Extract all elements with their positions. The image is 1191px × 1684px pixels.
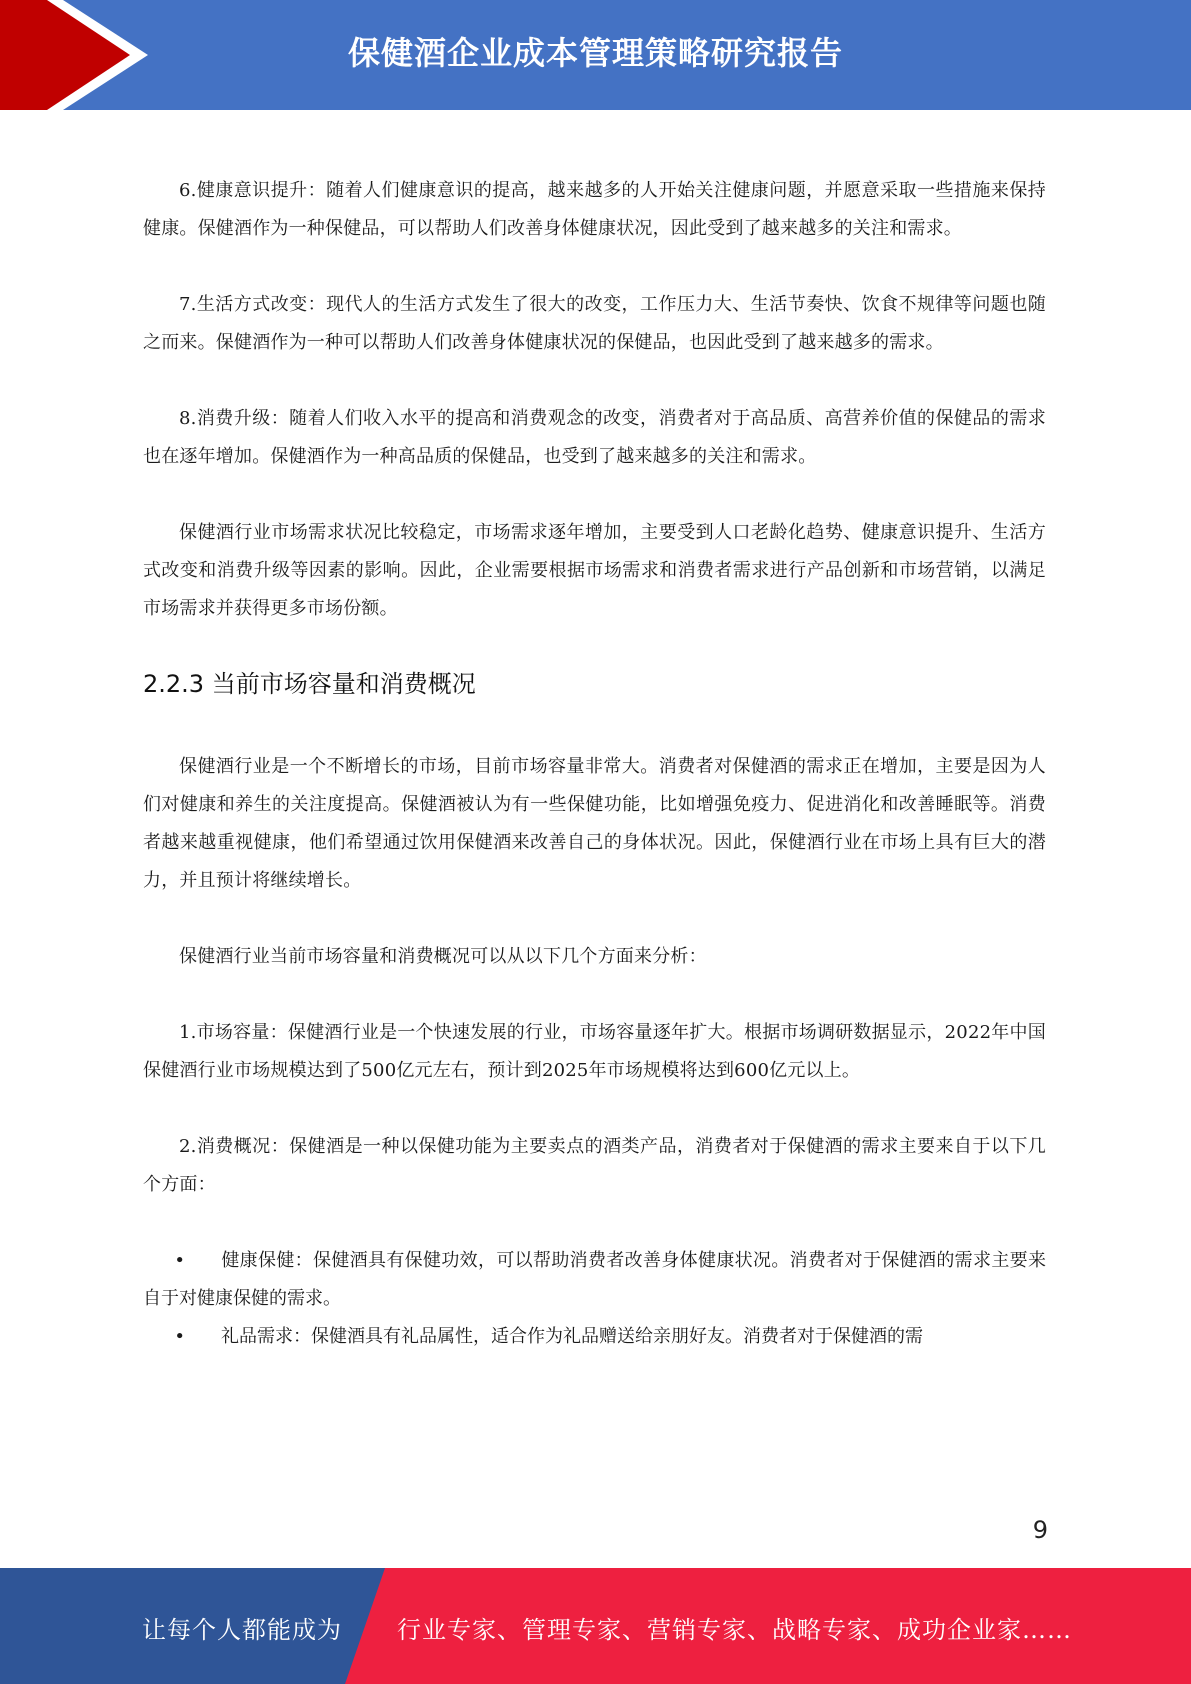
- footer-slogan-right: 行业专家、管理专家、营销专家、战略专家、成功企业家……: [397, 1616, 1072, 1644]
- bullet-icon: •: [174, 1326, 185, 1347]
- bullet-icon: •: [174, 1250, 185, 1271]
- page-header: [0, 0, 1191, 110]
- bullet-text: 健康保健：保健酒具有保健功效，可以帮助消费者改善身体健康状况。消费者对于保健酒的需求主要来自于对健康保健的需求。: [143, 1250, 1046, 1309]
- paragraph-market-demand-summary: 保健酒行业市场需求状况比较稳定，市场需求逐年增加，主要受到人口老龄化趋势、健康意识提升、生活方式改变和消费升级等因素的影响。因此，企业需要根据市场需求和消费者需求进行产品创新和市场营销，以满足市场需求并获得更多市场份额。: [143, 522, 1046, 619]
- list-item: [143, 1242, 1046, 1318]
- paragraph-health-awareness: 6.健康意识提升：随着人们健康意识的提高，越来越多的人开始关注健康问题，并愿意采取一些措施来保持健康。保健酒作为一种保健品，可以帮助人们改善身体健康状况，因此受到了越来越多的关注和需求。: [143, 180, 1046, 239]
- footer-slogan-left: 让每个人都能成为: [142, 1616, 342, 1644]
- paragraph-consumption-upgrade: 8.消费升级：随着人们收入水平的提高和消费观念的改变，消费者对于高品质、高营养价值的保健品的需求也在逐年增加。保健酒作为一种高品质的保健品，也受到了越来越多的关注和需求。: [143, 408, 1046, 467]
- paragraph-market-growth: 保健酒行业是一个不断增长的市场，目前市场容量非常大。消费者对保健酒的需求正在增加，主要是因为人们对健康和养生的关注度提高。保健酒被认为有一些保健功能，比如增强免疫力、促进消化和改善睡眠等。消费者越来越重视健康，他们希望通过饮用保健酒来改善自己的身体状况。因此，保健酒行业在市场上具有巨大的潜力，并且预计将继续增长。: [143, 756, 1046, 891]
- paragraph-consumption-overview: 2.消费概况：保健酒是一种以保健功能为主要卖点的酒类产品，消费者对于保健酒的需求主要来自于以下几个方面：: [143, 1136, 1046, 1195]
- paragraph-market-capacity: 1.市场容量：保健酒行业是一个快速发展的行业，市场容量逐年扩大。根据市场调研数据显示，2022年中国保健酒行业市场规模达到了500亿元左右，预计到2025年市场规模将达到600亿元以上。: [143, 1022, 1046, 1081]
- page-number: 9: [1032, 1516, 1048, 1544]
- paragraph-analysis-intro: 保健酒行业当前市场容量和消费概况可以从以下几个方面来分析：: [179, 946, 707, 967]
- page-content: [143, 172, 1046, 1356]
- bullet-text: 礼品需求：保健酒具有礼品属性，适合作为礼品赠送给亲朋好友。消费者对于保健酒的需: [221, 1326, 923, 1347]
- list-item: [143, 1318, 1046, 1356]
- paragraph-lifestyle-change: 7.生活方式改变：现代人的生活方式发生了很大的改变，工作压力大、生活节奏快、饮食不规律等问题也随之而来。保健酒作为一种可以帮助人们改善身体健康状况的保健品，也因此受到了越来越多的需求。: [143, 294, 1046, 353]
- section-heading: 2.2.3 当前市场容量和消费概况: [143, 670, 476, 698]
- report-title: 保健酒企业成本管理策略研究报告: [347, 34, 843, 72]
